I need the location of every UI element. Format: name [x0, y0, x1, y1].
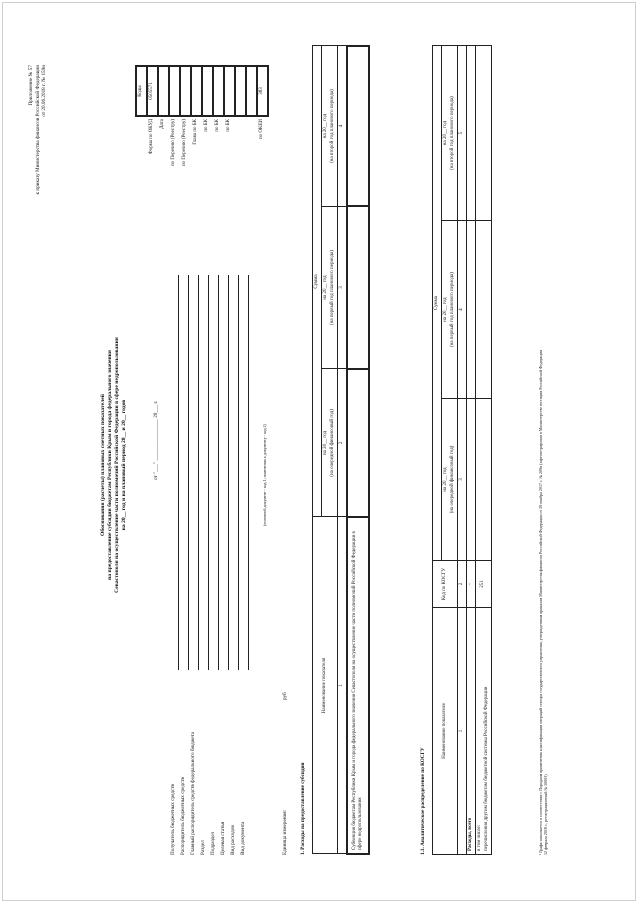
codes-row-label: Глава по БК: [193, 119, 199, 145]
s11-col-year2: на 20__ год (на первый год планового периода): [442, 221, 458, 399]
codes-row-value: [235, 66, 246, 116]
appendix-order: к приказу Министерства финансов Российской Федерации: [34, 65, 41, 195]
form-title: [100, 205, 128, 725]
s11-total-year2: [467, 221, 476, 399]
section-1-1-table: [432, 45, 492, 855]
codes-row-label: по БК: [226, 119, 232, 132]
codes-row-value: [213, 66, 224, 116]
section-1-1-title: 1.1. Аналитическое распределение по КОСГУ: [420, 747, 426, 855]
document-kind-hint: (основной документ - код 1; изменения к документу - код 2): [262, 424, 267, 526]
s1-col-year2: на 20__ год (на первый год планового периода): [322, 206, 338, 369]
footnote: [538, 45, 548, 855]
s11-row-2-year3: [476, 46, 492, 221]
title-line-1: Обоснования (расчеты) плановых сметных показателей: [100, 394, 106, 536]
appendix-date: от 20.06.2018 г. № 159н: [41, 65, 47, 117]
codes-row-value: [191, 66, 202, 116]
codes-row-value: [158, 66, 169, 116]
codes-row: [235, 66, 246, 175]
header-field-underline: [248, 275, 249, 670]
header-field-row: [190, 175, 200, 855]
title-line-3: Севастополя на осуществление части полномочий Российской Федерации в сфере недропользования: [113, 337, 120, 593]
codes-row-label: по БК: [215, 119, 221, 132]
header-field-underline: [178, 275, 179, 670]
s1-col-name: Наименование показателя: [313, 517, 338, 854]
s11-total-year3: [467, 46, 476, 221]
codes-row-label: по БК: [204, 119, 210, 132]
appendix-number: Приложение № 57: [28, 65, 34, 106]
s1-row-year1: [347, 369, 369, 517]
codes-row-value: [169, 66, 180, 116]
codes-row-label: [246, 116, 257, 175]
codes-row-label: по Перечню (Реестру): [171, 119, 177, 167]
section-1-title: 1. Расходы на предоставление субсидии: [300, 762, 306, 855]
header-field-underline: [238, 275, 239, 670]
s11-row-2-label: в том числе: перечисления другим бюджетам бюджетной системы Российской Федерации: [476, 608, 492, 855]
s11-col-code: Код по КОСГУ: [433, 561, 458, 608]
s1-col-year1: на 20__ год (на очередной финансовый год): [322, 369, 338, 517]
header-field-label: Распорядитель бюджетных средств: [180, 777, 186, 855]
header-field-row: [240, 175, 250, 855]
s11-col-year3: на 20__ год (на второй год планового периода): [442, 46, 458, 221]
s11-col-name: Наименование показателя: [433, 608, 458, 855]
codes-row-label: по ОКЕИ: [259, 119, 265, 140]
codes-row-value: [180, 66, 191, 116]
header-field-label: Получатель бюджетных средств: [170, 784, 176, 855]
s11-total-label: Расходы, всего: [467, 608, 476, 855]
codes-row: [224, 66, 235, 175]
rotated-form-page: [20, 25, 620, 875]
header-field-row: [200, 175, 210, 855]
s11-row-2-year2: [476, 221, 492, 399]
codes-row: [180, 66, 191, 175]
header-field-label: Подраздел: [210, 831, 216, 855]
header-field-label: Целевая статья: [220, 821, 226, 855]
s11-num-4: 4: [457, 221, 466, 399]
codes-row-label: Дата: [160, 119, 166, 129]
codes-row-value: [224, 66, 235, 116]
codes-row: [246, 66, 257, 175]
header-field-underline: [218, 275, 219, 670]
codes-row-label: по Перечню (Реестру): [182, 119, 188, 167]
s11-total-code: -: [467, 561, 476, 608]
header-field-label: Вид расходов: [230, 825, 236, 855]
unit-label: Единица измерения:: [282, 809, 288, 855]
s11-num-2: 2: [457, 561, 466, 608]
header-field-row: [170, 175, 180, 855]
s1-col-sums: Сумма: [313, 46, 322, 517]
unit-value: руб: [282, 692, 288, 700]
header-field-row: [210, 175, 220, 855]
codes-header: Коды: [136, 66, 147, 116]
codes-row-value: 0505571: [147, 66, 158, 116]
s11-col-sums: Сумма: [433, 46, 442, 561]
codes-row: [213, 66, 224, 175]
s1-num-2: 2: [337, 369, 347, 517]
codes-row: [257, 66, 268, 175]
header-field-underline: [208, 275, 209, 670]
header-field-underline: [188, 275, 189, 670]
codes-row-label: [235, 116, 246, 175]
date-line: от "___" ________________ 20___ г.: [153, 400, 159, 480]
s1-row-year2: [347, 206, 369, 369]
codes-row: [147, 66, 158, 175]
header-field-underline: [198, 275, 199, 670]
s1-row-label: Субвенция бюджетам Республики Крым и города федерального значения Севастополя на осуществление части полномочий Российской Федерации в сфере недропользования: [347, 517, 369, 854]
s1-num-1: 1: [337, 517, 347, 854]
codes-row: [191, 66, 202, 175]
s11-row-2-year1: [476, 399, 492, 561]
codes-row: [202, 66, 213, 175]
header-field-row: [180, 175, 190, 855]
header-field-row: [230, 175, 240, 855]
header-field-underline: [228, 275, 229, 670]
footnote-line-1: ¹ Графа заполняется в соответствии с Порядком применения классификации операций сектора государственного управления, утвержденным приказом Министерства финансов Российской Федерации от 29 ноября 2017 г. № 209н (зарегистрирован в Министерстве юстиции Российской Федерации: [538, 350, 543, 855]
header-field-label: Раздел: [200, 840, 206, 855]
s11-num-5: 5: [457, 46, 466, 221]
s11-num-3: 3: [457, 399, 466, 561]
header-field-row: [220, 175, 230, 855]
s1-row-year3: [347, 46, 369, 206]
footnote-line-2: 12 февраля 2018 г., регистрационный № 50003): [543, 774, 548, 855]
codes-row-label: Форма по ОКУД: [149, 119, 155, 155]
header-field-label: Главный распорядитель средств федерального бюджета: [190, 731, 196, 855]
header-fields: [170, 175, 250, 855]
codes-row: [158, 66, 169, 175]
s1-num-4: 4: [337, 46, 347, 206]
s11-row-2-code: 251: [476, 561, 492, 608]
codes-row-value: 383: [257, 66, 268, 116]
s11-col-year1: на 20__ год (на очередной финансовый год): [442, 399, 458, 561]
header-field-label: Вид документа: [240, 821, 246, 855]
appendix-block: [28, 65, 48, 315]
codes-row-value: [202, 66, 213, 116]
s11-total-year1: [467, 399, 476, 561]
s1-col-year3: на 20__ год (на второй год планового периода): [322, 46, 338, 206]
section-1-table: [312, 45, 370, 855]
title-line-4: на 20__ год и на плановый период 20__ и 20__ годов: [120, 399, 127, 531]
codes-table: [135, 65, 269, 175]
title-line-2: на предоставление субсидии бюджетам Республики Крым и города федерального значения: [106, 350, 113, 580]
s1-num-3: 3: [337, 206, 347, 369]
codes-row-value: [246, 66, 257, 116]
codes-row: [169, 66, 180, 175]
s11-num-1: 1: [457, 608, 466, 855]
